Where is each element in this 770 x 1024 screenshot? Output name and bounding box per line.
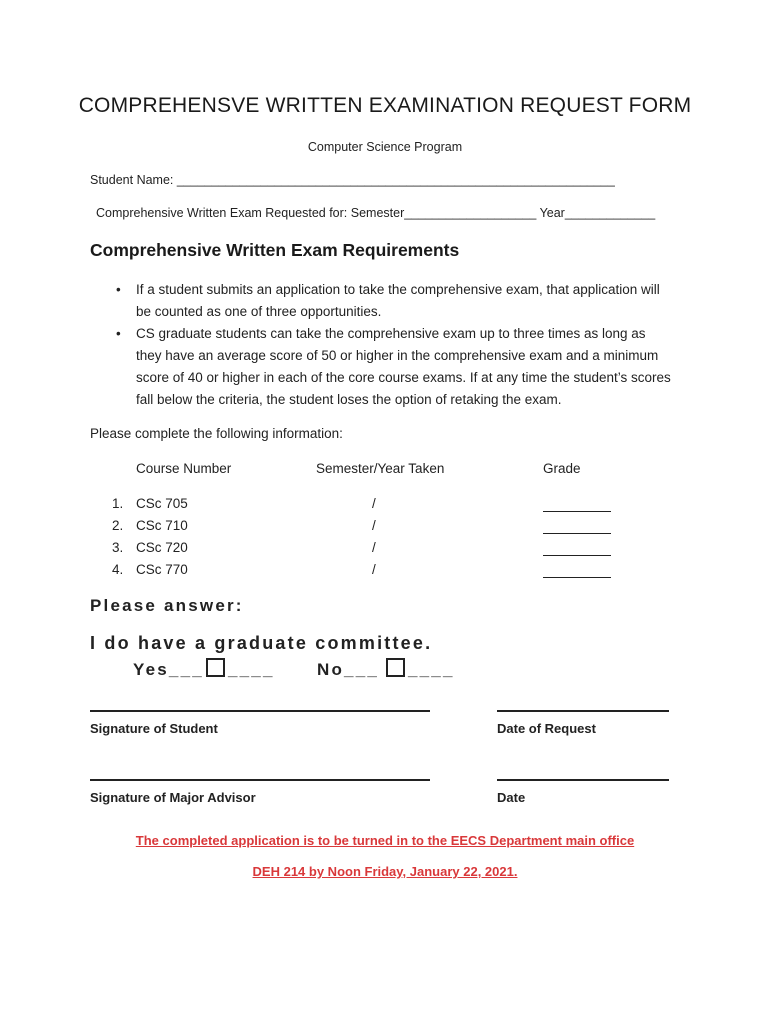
- requirement-text: If a student submits an application to take the comprehensive exam, that application will be counted as one of three opportunities.: [136, 282, 660, 319]
- course-name: CSc 710: [136, 518, 188, 533]
- row-number: 4.: [112, 562, 124, 577]
- requirement-text: CS graduate students can take the comprehensive exam up to three times as long as they have an average score of 50 or higher in the comprehensive exam and a minimum score of 40 or higher in each of the core course exams. If at any time the student’s scores fall below the criteria, the student loses the option of retaking the exam.: [136, 326, 671, 407]
- no-checkbox[interactable]: [386, 658, 405, 677]
- requirement-item: [112, 279, 672, 323]
- requirements-heading: Comprehensive Written Exam Requirements: [90, 240, 460, 260]
- grade-field[interactable]: [543, 510, 611, 512]
- advisor-signature-line[interactable]: [90, 779, 430, 781]
- yes-checkbox[interactable]: [206, 658, 225, 677]
- semester-year-field[interactable]: /: [372, 518, 376, 533]
- semester-year-field[interactable]: /: [372, 496, 376, 511]
- requirements-list: [112, 279, 672, 411]
- grade-field[interactable]: [543, 576, 611, 578]
- form-title: COMPREHENSVE WRITTEN EXAMINATION REQUEST FORM: [78, 94, 692, 117]
- submission-deadline: DEH 214 by Noon Friday, January 22, 2021.: [252, 864, 518, 879]
- row-number: 1.: [112, 496, 124, 511]
- semester-year-field[interactable]: /: [372, 562, 376, 577]
- advisor-signature-label: Signature of Major Advisor: [90, 790, 256, 805]
- advisor-date-label: Date: [497, 790, 526, 805]
- form-subtitle: Computer Science Program: [307, 140, 463, 154]
- committee-statement: I do have a graduate committee.: [90, 633, 433, 653]
- request-date-line[interactable]: [497, 710, 669, 712]
- info-prompt: Please complete the following information:: [90, 426, 343, 441]
- grade-field[interactable]: [543, 532, 611, 534]
- no-label: No___: [317, 660, 380, 679]
- header-course-number: Course Number: [136, 461, 232, 476]
- course-name: CSc 705: [136, 496, 188, 511]
- bullet-icon: •: [116, 282, 121, 297]
- course-name: CSc 720: [136, 540, 188, 555]
- exam-requested-field[interactable]: Comprehensive Written Exam Requested for: Semester___________________ Year_____________: [96, 206, 656, 220]
- requirement-item: [112, 323, 672, 411]
- yes-underline: ____: [228, 660, 275, 679]
- row-number: 3.: [112, 540, 124, 555]
- semester-year-field[interactable]: /: [372, 540, 376, 555]
- student-signature-label: Signature of Student: [90, 721, 218, 736]
- grade-field[interactable]: [543, 554, 611, 556]
- submission-instructions: The completed application is to be turned in to the EECS Department main office: [135, 833, 635, 848]
- header-grade: Grade: [543, 461, 581, 476]
- row-number: 2.: [112, 518, 124, 533]
- student-name-field[interactable]: Student Name: _______________________________________________________________: [90, 173, 615, 187]
- advisor-date-line[interactable]: [497, 779, 669, 781]
- request-date-label: Date of Request: [497, 721, 596, 736]
- bullet-icon: •: [116, 326, 121, 341]
- answer-heading: Please answer:: [90, 596, 244, 615]
- student-signature-line[interactable]: [90, 710, 430, 712]
- header-semester-year: Semester/Year Taken: [316, 461, 445, 476]
- yes-label: Yes___: [133, 660, 204, 679]
- course-name: CSc 770: [136, 562, 188, 577]
- no-underline: ____: [408, 660, 455, 679]
